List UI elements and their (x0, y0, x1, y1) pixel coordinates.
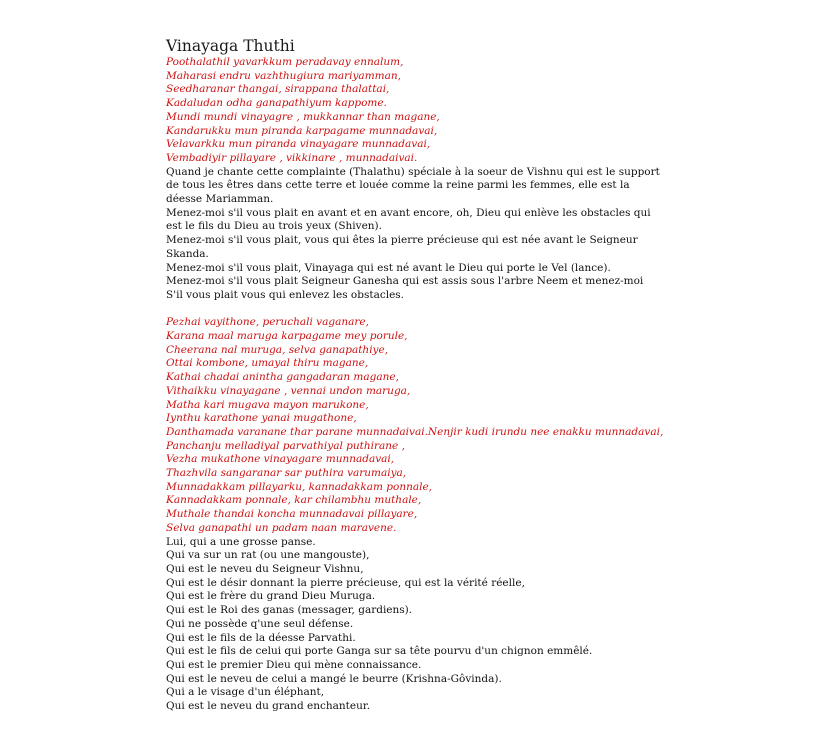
verse-line: Velavarkku mun piranda vinayagare munnadavai, (166, 138, 431, 151)
translation-line: Qui est le neveu de celui a mangé le beurre (Krishna-Gôvinda). (166, 672, 502, 685)
translation-line: Qui ne possède q'une seul défense. (166, 617, 354, 630)
verse-line: Panchanju melladiyal parvathiyal puthirane , (166, 439, 405, 452)
translation-line: Qui a le visage d'un éléphant, (166, 686, 325, 699)
verse-line: Maharasi endru vazhthugiura mariyamman, (166, 69, 401, 82)
verse-block-2 (166, 316, 666, 535)
document (166, 38, 666, 714)
translation-line: Qui est le fils de celui qui porte Ganga sur sa tête pourvu d'un chignon emmêlé. (166, 645, 593, 658)
verse-line: Mundi mundi vinayagre , mukkannar than magane, (166, 110, 440, 123)
translation-block-2 (166, 536, 666, 714)
translation-paragraph: Menez-moi s'il vous plait, vous qui êtes la pierre précieuse qui est née avant le Seigneur Skanda. (166, 234, 638, 260)
verse-line: Vithaikku vinayagane , vennai undon maruga, (166, 384, 411, 397)
verse-line: Danthamada varanane thar parane munnadaivai.Nenjir kudi irundu nee enakku munnadavai, (166, 425, 664, 438)
verse-line: Karana maal maruga karpagame mey porule, (166, 330, 408, 343)
verse-line: Poothalathil yavarkkum peradavay ennalum, (166, 56, 404, 68)
document-title: Vinayaga Thuthi (166, 37, 295, 55)
verse-line: Ottai kombone, umayal thiru magane, (166, 357, 369, 370)
translation-paragraph: Menez-moi s'il vous plait, Vinayaga qui est né avant le Dieu qui porte le Vel (lance). (166, 261, 611, 274)
verse-line: Pezhai vayithone, peruchali vaganare, (166, 316, 369, 329)
translation-line: Qui est le fils de la déesse Parvathi. (166, 631, 356, 644)
verse-line: Vezha mukathone vinayagare munnadavai, (166, 453, 395, 466)
verse-line: Iynthu karathone yanai mugathone, (166, 412, 357, 425)
translation-paragraph: Quand je chante cette complainte (Thalathu) spéciale à la soeur de Vishnu qui est le support de tous les êtres dans cette terre et louée comme la reine parmi les femmes, elle est la déesse Mariamman. (166, 165, 660, 206)
verse-line: Thazhvila sangaranar sar puthira varumaiya, (166, 467, 407, 480)
blank-line (166, 303, 666, 317)
verse-line: Seedharanar thangai, sirappana thalattai, (166, 83, 390, 96)
verse-line: Matha kari mugava mayon marukone, (166, 398, 369, 411)
translation-paragraph: Menez-moi s'il vous plait en avant et en avant encore, oh, Dieu qui enlève les obstacles qui est le fils du Dieu au trois yeux (Shiven). (166, 206, 651, 233)
verse-line: Cheerana nal muruga, selva ganapathiye, (166, 343, 389, 356)
translation-line: Qui est le frère du grand Dieu Muruga. (166, 590, 376, 603)
translation-line: Qui est le neveu du grand enchanteur. (166, 700, 371, 713)
translation-block-1 (166, 166, 666, 303)
verse-line: Kadaludan odha ganapathiyum kappome. (166, 97, 387, 110)
verse-block-1 (166, 56, 666, 166)
verse-line: Kathai chadai anintha gangadaran magane, (166, 371, 399, 384)
translation-line: Qui est le neveu du Seigneur Vishnu, (166, 563, 364, 575)
translation-paragraph: Menez-moi s'il vous plait Seigneur Ganesha qui est assis sous l'arbre Neem et menez-moi S'il vous plait vous qui enlevez les obstacles. (166, 275, 644, 301)
translation-line: Qui est le premier Dieu qui mène connaissance. (166, 658, 422, 671)
translation-line: Qui est le Roi des ganas (messager, gardiens). (166, 604, 413, 617)
translation-line: Qui est le désir donnant la pierre précieuse, qui est la vérité réelle, (166, 576, 525, 589)
verse-line: Muthale thandai koncha munnadavai pillayare, (166, 508, 418, 521)
verse-line: Vembadiyir pillayare , vikkinare , munnadaivai. (166, 151, 418, 164)
translation-line: Qui va sur un rat (ou une mangouste), (166, 549, 370, 562)
verse-line: Kandarukku mun piranda karpagame munnadavai, (166, 124, 438, 137)
verse-line: Selva ganapathi un padam naan maravene. (166, 521, 397, 534)
verse-line: Munnadakkam pillayarku, kannadakkam ponnale, (166, 480, 433, 493)
translation-line: Lui, qui a une grosse panse. (166, 535, 316, 548)
verse-line: Kannadakkam ponnale, kar chilambhu muthale, (166, 494, 422, 507)
